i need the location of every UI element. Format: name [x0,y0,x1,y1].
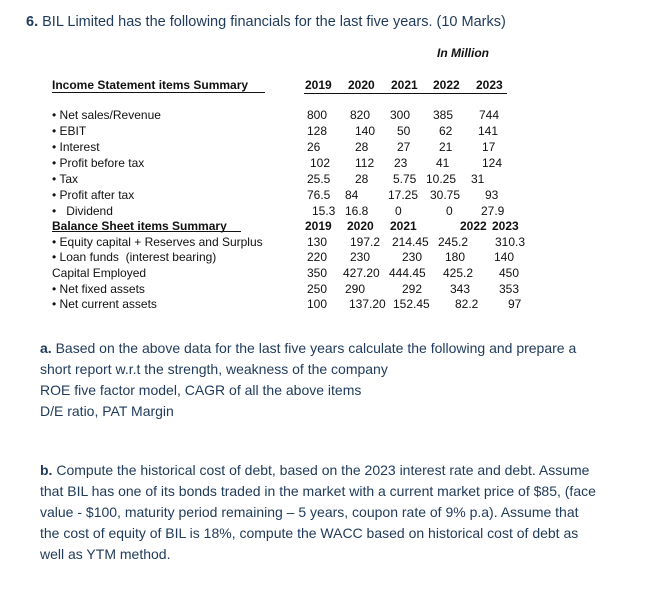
row-label: • Net sales/Revenue [52,108,161,122]
part-a-line: ROE five factor model, CAGR of all the above items [40,382,362,398]
cell: 800 [307,108,328,122]
cell: 10.25 [426,172,457,186]
part-b-line: value - $100, maturity period remaining – 5 years, coupon rate of 9% p.a). Assume that [40,504,579,520]
cell: 444.45 [389,266,426,280]
row-label: • Net current assets [52,297,157,311]
part-a-prefix: a. [40,340,52,356]
cell: 250 [307,282,328,296]
income-statement-header: Income Statement items Summary [52,78,265,93]
cell: 50 [397,124,411,138]
cell: 290 [345,282,366,296]
cell: 310.3 [495,235,526,249]
cell: 21 [439,140,453,154]
part-b-line: the cost of equity of BIL is 18%, compute the WACC based on historical cost of debt as [40,525,579,541]
cell: 41 [436,156,450,170]
cell: 140 [355,124,376,138]
cell: 425.2 [443,266,474,280]
cell: 62 [439,124,453,138]
unit-label: In Million [437,46,489,60]
part-a-line: short report w.r.t the strength, weakness of the company [40,361,388,377]
cell: 152.45 [393,297,430,311]
cell: 220 [307,250,328,264]
is-year-2019: 2019 [305,78,332,92]
balance-sheet-header-underline [52,231,241,232]
cell: 97 [508,297,522,311]
cell: 27 [397,140,411,154]
cell: 0 [446,204,453,218]
cell: 230 [350,250,371,264]
cell: 17 [482,140,496,154]
part-a-line: D/E ratio, PAT Margin [40,403,174,419]
cell: 214.45 [392,235,429,249]
is-year-2020: 2020 [348,78,375,92]
bs-year-2021: 2021 [390,219,417,233]
cell: 102 [310,156,331,170]
cell: 30.75 [430,188,461,202]
row-label: • Profit before tax [52,156,145,170]
cell: 245.2 [438,235,469,249]
cell: 343 [450,282,471,296]
cell: 180 [445,250,466,264]
part-a-line: Based on the above data for the last five years calculate the following and prepare a [55,340,577,356]
row-label: • Net fixed assets [52,282,145,296]
part-b [40,460,596,565]
cell: 427.20 [343,266,380,280]
cell: 112 [355,156,375,170]
cell: 17.25 [388,188,419,202]
cell: 300 [390,108,411,122]
cell: 140 [494,250,515,264]
is-year-2023: 2023 [476,78,503,92]
cell: 76.5 [307,188,331,202]
bs-year-2020: 2020 [347,219,374,233]
cell: 15.3 [312,204,336,218]
question-text: BIL Limited has the following financials for the last five years. (10 Marks) [42,14,506,30]
cell: 84 [345,188,359,202]
cell: 353 [499,282,520,296]
row-label: • Profit after tax [52,188,135,202]
cell: 450 [499,266,520,280]
year-header-underline [304,93,507,94]
cell: 27.9 [481,204,505,218]
row-label: • Loan funds (interest bearing) [52,250,217,264]
cell: 82.2 [455,297,479,311]
part-a [40,338,576,422]
cell: 100 [307,297,328,311]
cell: 93 [485,188,499,202]
cell: 350 [307,266,328,280]
row-label: Capital Employed [52,266,147,280]
cell: 0 [395,204,402,218]
row-label: • EBIT [52,124,87,138]
part-b-line: well as YTM method. [40,546,171,562]
cell: 744 [479,108,500,122]
question-number: 6. [26,14,39,30]
bs-year-2023: 2023 [492,219,519,233]
row-label: • Dividend [52,204,113,218]
cell: 130 [307,235,328,249]
part-b-line: that BIL has one of its bonds traded in the market with a current market price of $85, (face [40,483,596,499]
row-label: • Equity capital + Reserves and Surplus [52,235,263,249]
cell: 128 [307,124,328,138]
part-b-prefix: b. [40,462,53,478]
cell: 124 [482,156,503,170]
part-b-line: Compute the historical cost of debt, based on the 2023 interest rate and debt. Assume [56,462,590,478]
bs-year-2019: 2019 [305,219,332,233]
cell: 197.2 [350,235,381,249]
cell: 31 [471,172,485,186]
cell: 385 [433,108,454,122]
is-year-2021: 2021 [391,78,418,92]
is-year-2022: 2022 [433,78,460,92]
cell: 28 [355,140,369,154]
row-label: • Tax [52,172,78,186]
cell: 292 [402,282,423,296]
question-title [26,14,506,30]
cell: 141 [478,124,499,138]
bs-year-2022: 2022 [460,219,487,233]
cell: 5.75 [393,172,417,186]
cell: 25.5 [307,172,331,186]
cell: 230 [402,250,423,264]
row-label: • Interest [52,140,100,154]
cell: 23 [394,156,408,170]
cell: 820 [350,108,371,122]
cell: 137.20 [349,297,386,311]
cell: 26 [307,140,321,154]
cell: 16.8 [345,204,369,218]
cell: 28 [355,172,369,186]
balance-sheet-header: Balance Sheet items Summary [52,219,227,233]
